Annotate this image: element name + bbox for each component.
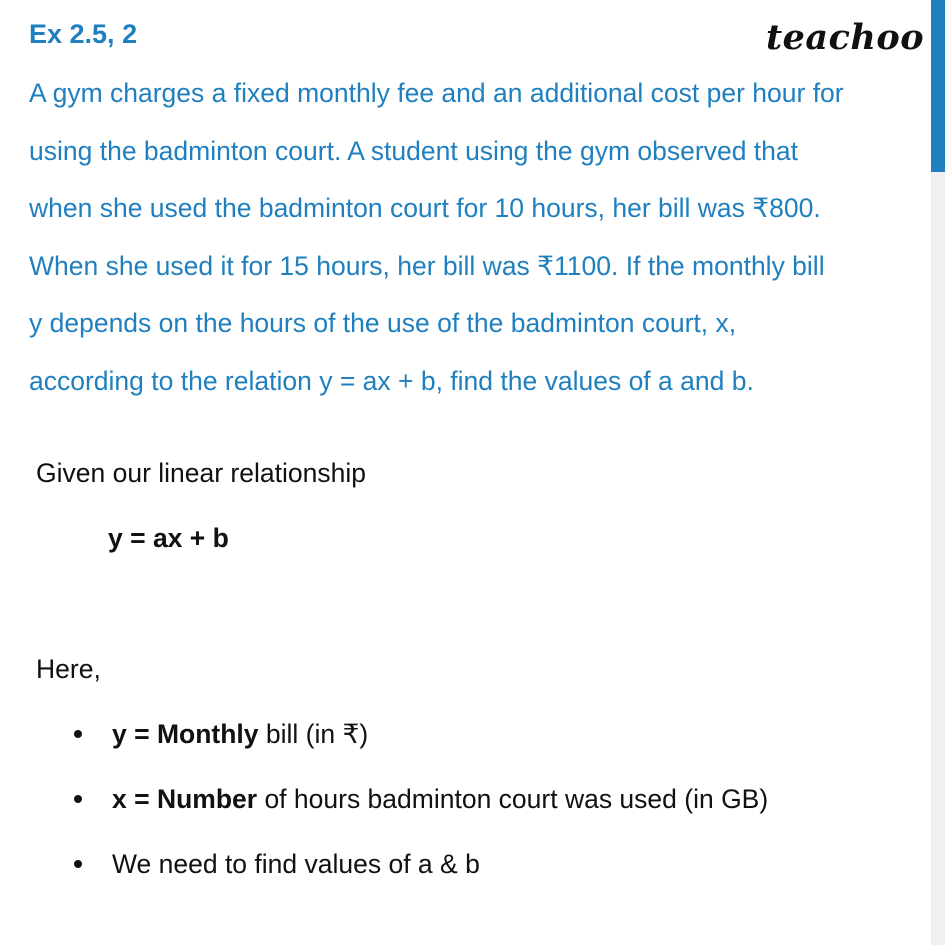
question-line: when she used the badminton court for 10 hours, her bill was ₹800.: [29, 193, 821, 224]
question-line: according to the relation y = ax + b, find the values of a and b.: [29, 365, 754, 396]
solution-intro: Given our linear relationship: [36, 458, 366, 488]
bullet-text: [112, 844, 480, 884]
bullet-bold-term: y = Monthly: [112, 719, 259, 749]
question-line: A gym charges a fixed monthly fee and an additional cost per hour for: [29, 78, 844, 108]
linear-equation: y = ax + b: [108, 523, 229, 553]
bullet-icon: [74, 860, 82, 868]
bullet-description: bill (in ₹): [258, 719, 369, 749]
question-line: using the badminton court. A student using the gym observed that: [29, 135, 798, 166]
question-line: y depends on the hours of the use of the badminton court, x,: [29, 308, 737, 339]
scrollbar-thumb[interactable]: [931, 0, 945, 172]
teachoo-logo: teachoo: [766, 17, 925, 58]
bullet-bold-term: x = Number: [112, 784, 258, 814]
bullet-icon: [74, 795, 82, 803]
question-line: When she used it for 15 hours, her bill was ₹1100. If the monthly bill: [29, 250, 825, 281]
question-text: [29, 68, 935, 414]
bullet-icon: [74, 730, 82, 738]
bullet-description: We need to find values of a & b: [112, 849, 480, 879]
bullet-text: [112, 779, 768, 819]
bullet-text: [112, 714, 368, 754]
exercise-title: Ex 2.5, 2: [29, 19, 138, 49]
here-label: Here,: [36, 654, 101, 684]
bullet-description: of hours badminton court was used (in GB): [257, 784, 769, 814]
